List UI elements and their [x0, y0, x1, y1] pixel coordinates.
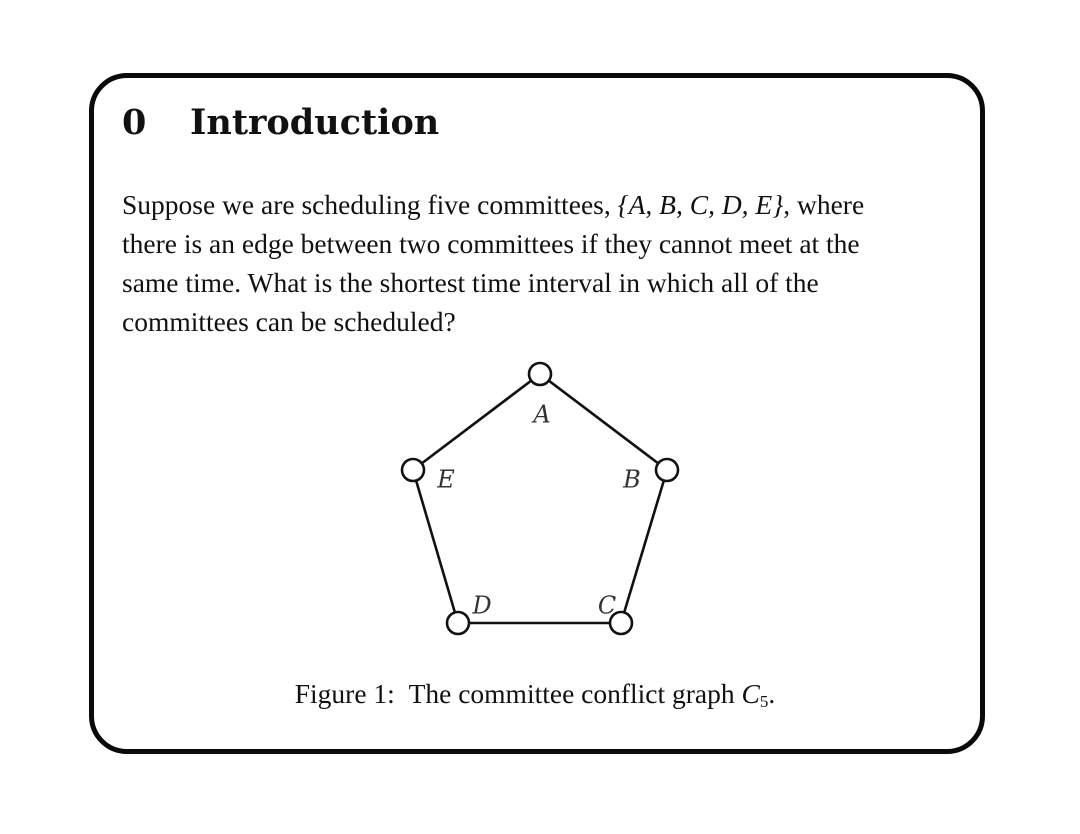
edge-a-b — [540, 374, 667, 470]
vertex-d — [447, 612, 469, 634]
vertex-a — [529, 363, 551, 385]
intro-paragraph — [122, 185, 972, 341]
caption-symbol: C — [741, 678, 760, 709]
vertex-label-d: D — [472, 591, 492, 620]
paragraph-line-1-start: Suppose we are scheduling five committees, — [122, 189, 618, 220]
vertex-label-c: C — [597, 591, 617, 620]
edge-e-a — [413, 374, 540, 470]
vertex-label-a: A — [533, 400, 551, 429]
caption-prefix: Figure 1: — [294, 678, 395, 709]
vertex-e — [402, 459, 424, 481]
caption-subscript: 5 — [759, 692, 769, 711]
vertex-label-e: E — [437, 465, 455, 494]
vertex-label-b: B — [623, 465, 641, 494]
conflict-graph — [380, 355, 700, 645]
committee-set: {A, B, C, D, E} — [617, 189, 784, 220]
section-number: 0 — [122, 102, 147, 143]
figure-caption — [122, 674, 948, 722]
section-title: Introduction — [190, 102, 440, 143]
paragraph-line-1-end: , where — [783, 189, 865, 220]
paragraph-line-2: there is an edge between two committees if they cannot meet at the — [122, 228, 860, 259]
caption-text: The committee conflict graph — [408, 678, 735, 709]
vertex-b — [656, 459, 678, 481]
paragraph-line-3: same time. What is the shortest time interval in which all of the — [122, 267, 819, 298]
paragraph-line-4: committees can be scheduled? — [122, 306, 456, 337]
caption-suffix: . — [768, 678, 776, 709]
graph-labels — [436, 401, 641, 620]
section-heading — [122, 98, 439, 148]
paragraph-line-1 — [122, 185, 972, 224]
